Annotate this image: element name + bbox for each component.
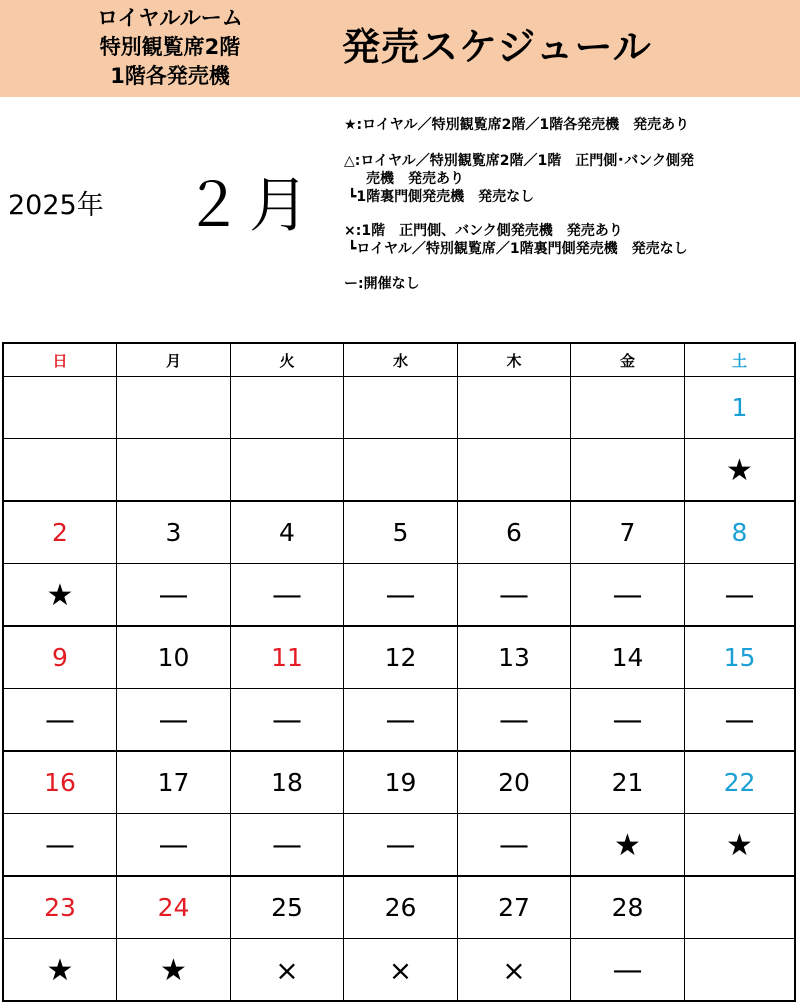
sales-status: — xyxy=(724,578,755,613)
day-number: 1 xyxy=(685,377,794,439)
day-number: 14 xyxy=(571,627,685,689)
sales-status: ★ xyxy=(117,939,231,1002)
day-number: 5 xyxy=(344,502,458,564)
legend-line: 売機 発売あり xyxy=(366,171,464,187)
day-number: 12 xyxy=(344,627,458,689)
sales-status: — xyxy=(344,814,458,877)
calendar-week xyxy=(4,377,794,502)
venue-line: ロイヤルルーム xyxy=(97,6,243,30)
day-number: 20 xyxy=(458,752,571,814)
sales-status: ★ xyxy=(726,453,753,488)
day-number: 2 xyxy=(4,502,117,564)
weekday-header: 日 xyxy=(4,344,117,376)
day-number: 19 xyxy=(344,752,458,814)
legend-entry-cross xyxy=(344,222,688,258)
day-number: 21 xyxy=(571,752,685,814)
day-number xyxy=(344,377,458,439)
weekday-header: 火 xyxy=(231,344,344,376)
day-number: 3 xyxy=(117,502,231,564)
day-number xyxy=(231,377,344,439)
day-number: 7 xyxy=(571,502,685,564)
day-number: 24 xyxy=(117,877,231,939)
day-number: 27 xyxy=(458,877,571,939)
day-number: 10 xyxy=(117,627,231,689)
month-label: ２月 xyxy=(183,171,315,241)
sales-status xyxy=(4,439,117,502)
sales-status: — xyxy=(117,689,231,752)
sales-status: — xyxy=(571,689,685,752)
sales-status: — xyxy=(724,703,755,738)
day-number: 11 xyxy=(231,627,344,689)
day-number: 4 xyxy=(231,502,344,564)
sales-status: × xyxy=(344,939,458,1002)
day-number: 23 xyxy=(4,877,117,939)
legend-line: ┗ロイヤル／特別観覧席／1階裏門側発売機 発売なし xyxy=(348,241,688,257)
day-number: 22 xyxy=(685,752,794,814)
legend-entry-star xyxy=(344,116,689,134)
sales-status: — xyxy=(458,564,571,627)
day-number: 6 xyxy=(458,502,571,564)
day-number xyxy=(117,377,231,439)
day-number: 17 xyxy=(117,752,231,814)
weekday-header: 月 xyxy=(117,344,231,376)
sales-status: ★ xyxy=(726,828,753,863)
sales-status: — xyxy=(231,564,344,627)
sales-status: — xyxy=(117,564,231,627)
sales-status: — xyxy=(344,564,458,627)
calendar-week xyxy=(4,752,794,877)
schedule-title: 発売スケジュール xyxy=(342,25,652,69)
venue-line: 1階各発売機 xyxy=(110,64,230,88)
day-number: 9 xyxy=(4,627,117,689)
legend-line: ★:ロイヤル／特別観覧席2階／1階各発売機 発売あり xyxy=(344,117,690,133)
sales-status: — xyxy=(4,814,117,877)
weekday-header: 木 xyxy=(458,344,571,376)
sales-status xyxy=(571,439,685,502)
sales-status: — xyxy=(571,564,685,627)
weekday-header: 金 xyxy=(571,344,685,376)
sales-status: ★ xyxy=(4,939,117,1002)
sales-status: — xyxy=(571,939,685,1002)
day-number: 26 xyxy=(344,877,458,939)
sales-status: — xyxy=(117,814,231,877)
weekday-header: 水 xyxy=(344,344,458,376)
legend-line: △:ロイヤル／特別観覧席2階／1階 正門側･バンク側発 xyxy=(344,153,695,169)
sales-status xyxy=(231,439,344,502)
calendar-week xyxy=(4,627,794,752)
day-number: 15 xyxy=(685,627,794,689)
day-number: 28 xyxy=(571,877,685,939)
year-label: 2025年 xyxy=(8,190,104,221)
weekday-header: 土 xyxy=(731,351,747,370)
day-number xyxy=(571,377,685,439)
day-number: 16 xyxy=(4,752,117,814)
day-number xyxy=(4,377,117,439)
calendar-week xyxy=(4,502,794,627)
sales-status: ★ xyxy=(4,564,117,627)
day-number: 13 xyxy=(458,627,571,689)
sales-status: × xyxy=(231,939,344,1002)
day-number: 25 xyxy=(231,877,344,939)
legend-entry-triangle xyxy=(344,152,694,206)
calendar-week xyxy=(4,877,794,1002)
calendar-grid xyxy=(2,342,796,1002)
day-number xyxy=(458,377,571,439)
venue-line: 特別観覧席2階 xyxy=(99,35,241,59)
weekday-header-row xyxy=(4,344,794,377)
sales-status xyxy=(458,439,571,502)
legend-entry-dash xyxy=(344,275,420,293)
sales-status: — xyxy=(231,689,344,752)
legend-line: ー:開催なし xyxy=(344,276,420,292)
venue-label xyxy=(40,4,300,91)
day-number: 18 xyxy=(231,752,344,814)
sales-status xyxy=(117,439,231,502)
sales-status xyxy=(344,439,458,502)
day-number xyxy=(685,877,794,939)
sales-status: — xyxy=(344,689,458,752)
sales-status: — xyxy=(4,689,117,752)
sales-status: ★ xyxy=(571,814,685,877)
legend-line: ┗1階裏門側発売機 発売なし xyxy=(348,189,535,205)
header-banner xyxy=(0,0,800,97)
sales-status xyxy=(685,939,794,1002)
day-number: 8 xyxy=(685,502,794,564)
sales-status: — xyxy=(231,814,344,877)
legend-line: ×:1階 正門側、バンク側発売機 発売あり xyxy=(344,223,623,239)
sales-status: × xyxy=(458,939,571,1002)
sales-status: — xyxy=(458,814,571,877)
sales-status: — xyxy=(458,689,571,752)
